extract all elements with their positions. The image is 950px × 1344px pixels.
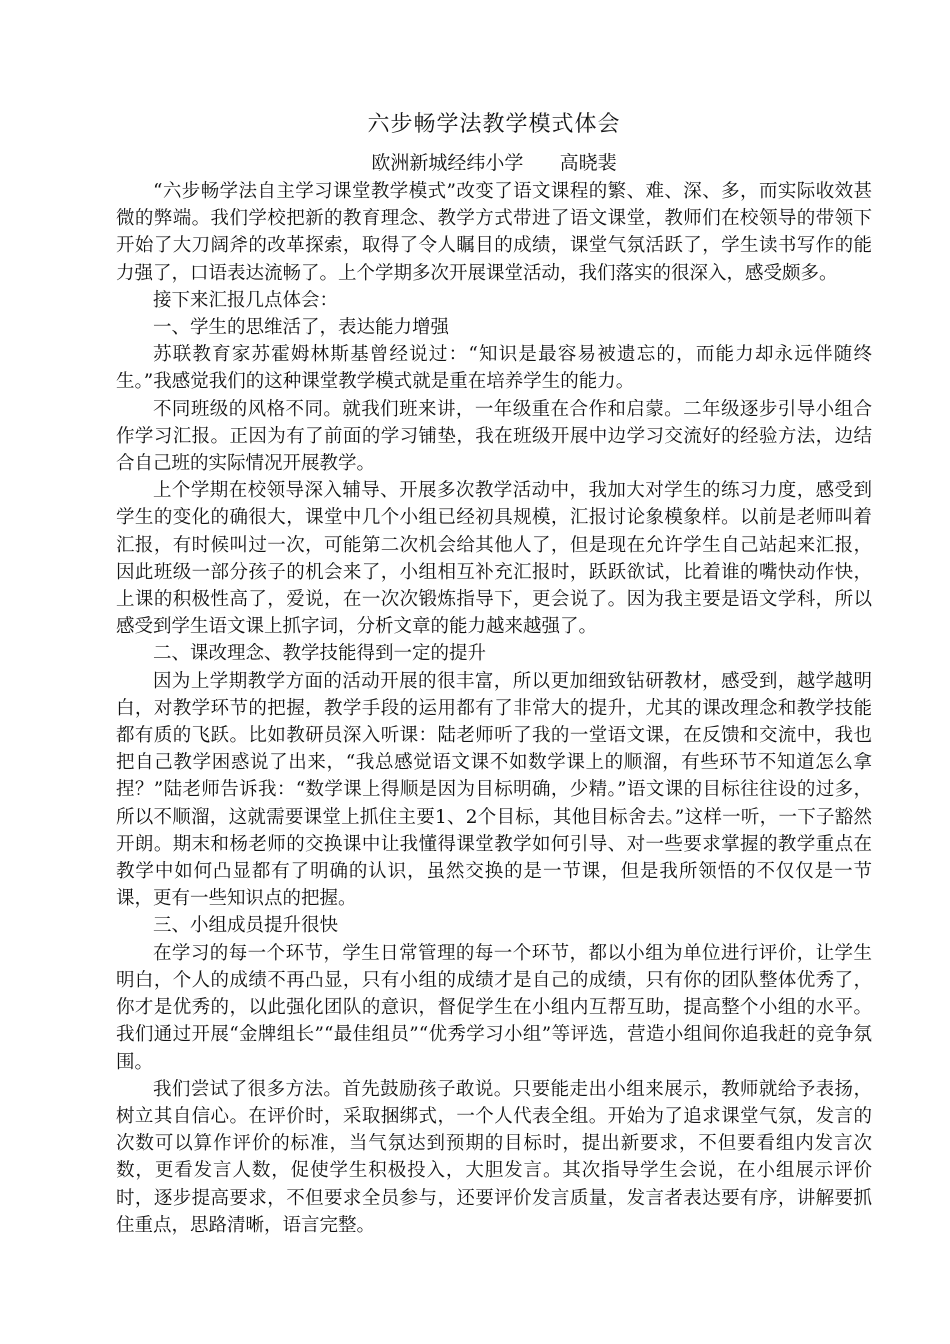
- document-body: [116, 178, 872, 1239]
- section-heading: 二、课改理念、教学技能得到一定的提升: [153, 643, 487, 665]
- document-title: 六步畅学法教学模式体会: [367, 112, 621, 137]
- body-paragraph: “六步畅学法自主学习课堂教学模式”改变了语文课程的繁、难、深、多，而实际收效甚微的弊端。我们学校把新的教育理念、教学方式带进了语文课堂，教师们在校领导的带领下开始了大刀阔斧的改革探索，取得了令人瞩目的成绩，课堂气氛活跃了，学生读书写作的能力强了，口语表达流畅了。上个学期多次开展课堂活动，我们落实的很深入，感受颇多。: [116, 181, 872, 284]
- body-paragraph: 在学习的每一个环节，学生日常管理的每一个环节，都以小组为单位进行评价，让学生明白，个人的成绩不再凸显，只有小组的成绩才是自己的成绩，只有你的团队整体优秀了，你才是优秀的，以此强化团队的意识，督促学生在小组内互帮互助，提高整个小组的水平。我们通过开展“金牌组长”“最佳组员”“优秀学习小组”等评选，营造小组间你追我赶的竞争氛围。: [116, 942, 872, 1073]
- body-paragraph: 不同班级的风格不同。就我们班来讲，一年级重在合作和启蒙。二年级逐步引导小组合作学习汇报。正因为有了前面的学习铺垫，我在班级开展中边学习交流好的经验方法，边结合自己班的实际情况开展教学。: [116, 398, 872, 475]
- body-paragraph: 上个学期在校领导深入辅导、开展多次教学活动中，我加大对学生的练习力度，感受到学生的变化的确很大，课堂中几个小组已经初具规模，汇报讨论象模象样。以前是老师叫着汇报，有时候叫过一次，可能第二次机会给其他人了，但是现在允许学生自己站起来汇报，因此班级一部分孩子的机会来了，小组相互补充汇报时，跃跃欲试，比着谁的嘴快动作快，上课的积极性高了，爱说，在一次次锻炼指导下，更会说了。因为我主要是语文学科，所以感受到学生语文课上抓字词，分析文章的能力越来越强了。: [116, 480, 872, 638]
- body-paragraph: 苏联教育家苏霍姆林斯基曾经说过：“知识是最容易被遗忘的，而能力却永远伴随终生。”我感觉我们的这种课堂教学模式就是重在培养学生的能力。: [116, 344, 872, 393]
- document-byline: 欧洲新城经纬小学 高晓裴: [371, 152, 617, 174]
- body-paragraph: 因为上学期教学方面的活动开展的很丰富，所以更加细致钻研教材，感受到，越学越明白，对教学环节的把握，教学手段的运用都有了非常大的提升，尤其的课改理念和教学技能都有质的飞跃。比如教研员深入听课：陆老师听了我的一堂语文课，在反馈和交流中，我也把自己教学困惑说了出来，“我总感觉语文课不如数学课上的顺溜，有些环节不知道怎么拿捏？”陆老师告诉我：“数学课上得顺是因为目标明确，少精。”语文课的目标往往设的过多，所以不顺溜，这就需要课堂上抓住主要1、2个目标，其他目标舍去。”这样一听，一下子豁然开朗。期末和杨老师的交换课中让我懂得课堂教学如何引导、对一些要求掌握的教学重点在教学中如何凸显都有了明确的认识，虽然交换的是一节课，但是我所领悟的不仅仅是一节课，更有一些知识点的把握。: [116, 670, 872, 910]
- section-heading: 一、学生的思维活了，表达能力增强: [153, 317, 450, 339]
- body-paragraph: 我们尝试了很多方法。首先鼓励孩子敢说。只要能走出小组来展示，教师就给予表扬，树立其自信心。在评价时，采取捆绑式，一个人代表全组。开始为了追求课堂气氛，发言的次数可以算作评价的标准，当气氛达到预期的目标时，提出新要求，不但要看组内发言次数，更看发言人数，促使学生积极投入，大胆发言。其次指导学生会说，在小组展示评价时，逐步提高要求，不但要求全员参与，还要评价发言质量，发言者表达要有序，讲解要抓住重点，思路清晰，语言完整。: [116, 1078, 872, 1236]
- section-heading: 接下来汇报几点体会：: [153, 289, 339, 311]
- section-heading: 三、小组成员提升很快: [153, 915, 339, 937]
